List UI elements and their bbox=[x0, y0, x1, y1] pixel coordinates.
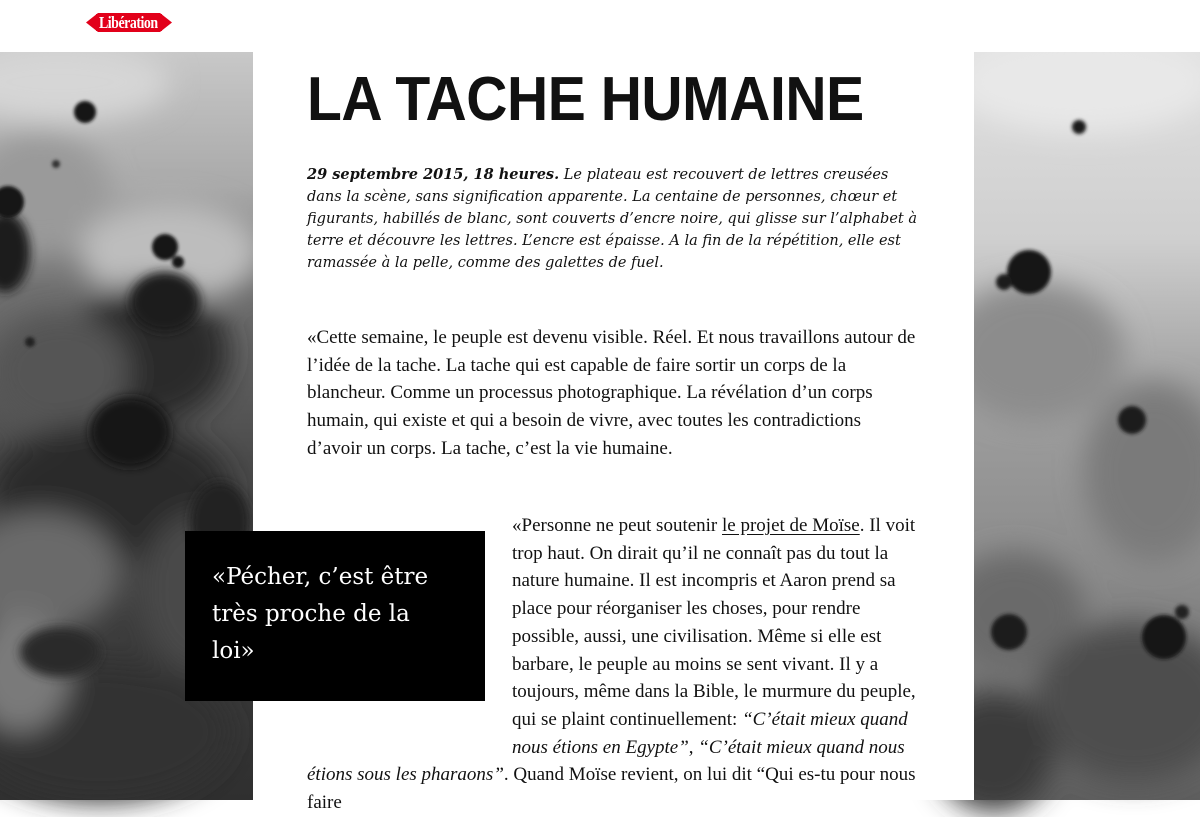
liberation-logo[interactable] bbox=[86, 9, 172, 36]
paragraph-2-text-3: , bbox=[688, 736, 699, 758]
lead-text: Le plateau est recouvert de lettres creusées dans la scène, sans signification apparente. La centaine de personnes, chœur et figurants, habillés de blanc, sont couverts d’encre noire, qui glisse sur l’alphabet à terre et découvre les lettres. L’encre est épaisse. A la fin de la répétition, elle est ramassée à la pelle, comme des galettes de fuel. bbox=[307, 167, 917, 271]
paragraph-2-text-2: . Il voit trop haut. On dirait qu’il ne connaît pas du tout la nature humaine. Il est incompris et Aaron prend sa place pour réorganiser les choses, pour rendre possible, aussi, une civilisation. Même si elle est barbare, le peuple au moins se sent vivant. Il y a toujours, même dans la Bible, le murmure du peuple, qui se plaint continuellement: bbox=[512, 515, 916, 730]
article-title: LA TACHE HUMAINE bbox=[307, 65, 864, 134]
logo-wordmark: Libération bbox=[99, 13, 158, 32]
article-paragraph-1: «Cette semaine, le peuple est devenu visible. Réel. Et nous travaillons autour de l’idée de la tache. La tache qui est capable de faire sortir un corps de la blancheur. Comme un processus photographique. La révélation d’un corps humain, qui existe et qui a besoin de vivre, avec toutes les contradictions d’avoir un corps. La tache, c’est la vie humaine. bbox=[307, 327, 916, 459]
article-lead bbox=[307, 164, 927, 274]
lead-date: 29 septembre 2015, 18 heures. bbox=[307, 166, 560, 183]
ink-background-right bbox=[974, 52, 1200, 800]
paragraph-2-quote-2: “C’était mieux quand nous étions sous les pharaons” bbox=[307, 736, 905, 786]
moise-project-link[interactable]: le projet de Moïse bbox=[722, 515, 860, 536]
paragraph-2-quote-1: “C’était mieux quand nous étions en Egypte” bbox=[512, 708, 908, 758]
pull-quote: «Pécher, c’est être très proche de la loi» bbox=[185, 531, 485, 701]
paragraph-2-text-4: . Quand Moïse revient, on lui dit “Qui es-tu pour nous faire bbox=[307, 764, 916, 814]
paragraph-2-text-1: «Personne ne peut soutenir bbox=[512, 515, 723, 536]
site-header bbox=[0, 0, 1200, 52]
